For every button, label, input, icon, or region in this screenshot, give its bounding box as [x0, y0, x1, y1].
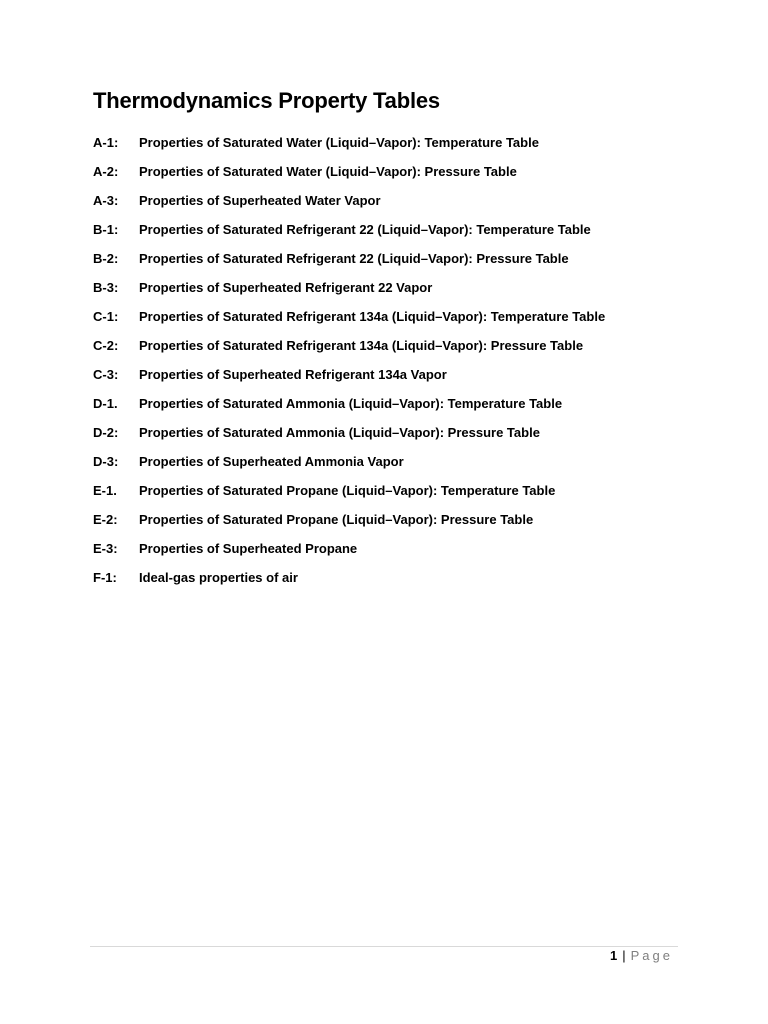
- page-number: 1: [610, 948, 618, 963]
- table-code: A-2:: [93, 164, 119, 179]
- page-separator: |: [622, 948, 626, 963]
- table-description: Properties of Superheated Propane: [139, 541, 358, 556]
- list-item: [93, 302, 605, 331]
- page-footer: [610, 948, 673, 963]
- list-item: [93, 331, 605, 360]
- table-code: E-2:: [93, 512, 118, 527]
- table-description: Properties of Saturated Refrigerant 134a (Liquid–Vapor): Pressure Table: [139, 338, 584, 353]
- document-title: Thermodynamics Property Tables: [93, 88, 440, 113]
- table-description: Properties of Saturated Ammonia (Liquid–Vapor): Temperature Table: [139, 396, 563, 411]
- list-item: [93, 476, 605, 505]
- table-code: C-3:: [93, 367, 119, 382]
- list-item: [93, 389, 605, 418]
- table-code: C-2:: [93, 338, 119, 353]
- list-item: [93, 186, 605, 215]
- footer-divider: [90, 946, 678, 947]
- table-code: B-1:: [93, 222, 119, 237]
- table-description: Properties of Saturated Propane (Liquid–Vapor): Pressure Table: [139, 512, 534, 527]
- list-item: [93, 418, 605, 447]
- table-description: Properties of Superheated Refrigerant 134a Vapor: [139, 367, 447, 382]
- table-code: B-2:: [93, 251, 119, 266]
- list-item: [93, 157, 605, 186]
- list-item: [93, 447, 605, 476]
- table-code: D-2:: [93, 425, 119, 440]
- table-code: E-3:: [93, 541, 118, 556]
- table-description: Properties of Saturated Water (Liquid–Vapor): Pressure Table: [139, 164, 517, 179]
- list-item: [93, 128, 605, 157]
- table-description: Properties of Superheated Ammonia Vapor: [139, 454, 404, 469]
- table-description: Properties of Saturated Water (Liquid–Vapor): Temperature Table: [139, 135, 539, 150]
- table-code: D-3:: [93, 454, 119, 469]
- table-description: Properties of Saturated Ammonia (Liquid–Vapor): Pressure Table: [139, 425, 540, 440]
- page-label: Page: [630, 948, 673, 963]
- table-code: E-1.: [93, 483, 117, 498]
- table-list: [93, 128, 605, 592]
- list-item: [93, 534, 605, 563]
- table-code: A-1:: [93, 135, 119, 150]
- table-description: Properties of Saturated Refrigerant 22 (Liquid–Vapor): Temperature Table: [139, 222, 591, 237]
- table-description: Properties of Saturated Propane (Liquid–Vapor): Temperature Table: [139, 483, 556, 498]
- list-item: [93, 215, 605, 244]
- table-description: Properties of Saturated Refrigerant 22 (Liquid–Vapor): Pressure Table: [139, 251, 569, 266]
- table-code: C-1:: [93, 309, 119, 324]
- table-description: Properties of Superheated Refrigerant 22 Vapor: [139, 280, 433, 295]
- list-item: [93, 273, 605, 302]
- table-code: D-1.: [93, 396, 118, 411]
- list-item: [93, 244, 605, 273]
- table-code: F-1:: [93, 570, 117, 585]
- list-item: [93, 563, 605, 592]
- table-description: Ideal-gas properties of air: [139, 570, 298, 585]
- table-code: A-3:: [93, 193, 119, 208]
- list-item: [93, 505, 605, 534]
- table-code: B-3:: [93, 280, 119, 295]
- list-item: [93, 360, 605, 389]
- table-description: Properties of Superheated Water Vapor: [139, 193, 381, 208]
- table-description: Properties of Saturated Refrigerant 134a (Liquid–Vapor): Temperature Table: [139, 309, 606, 324]
